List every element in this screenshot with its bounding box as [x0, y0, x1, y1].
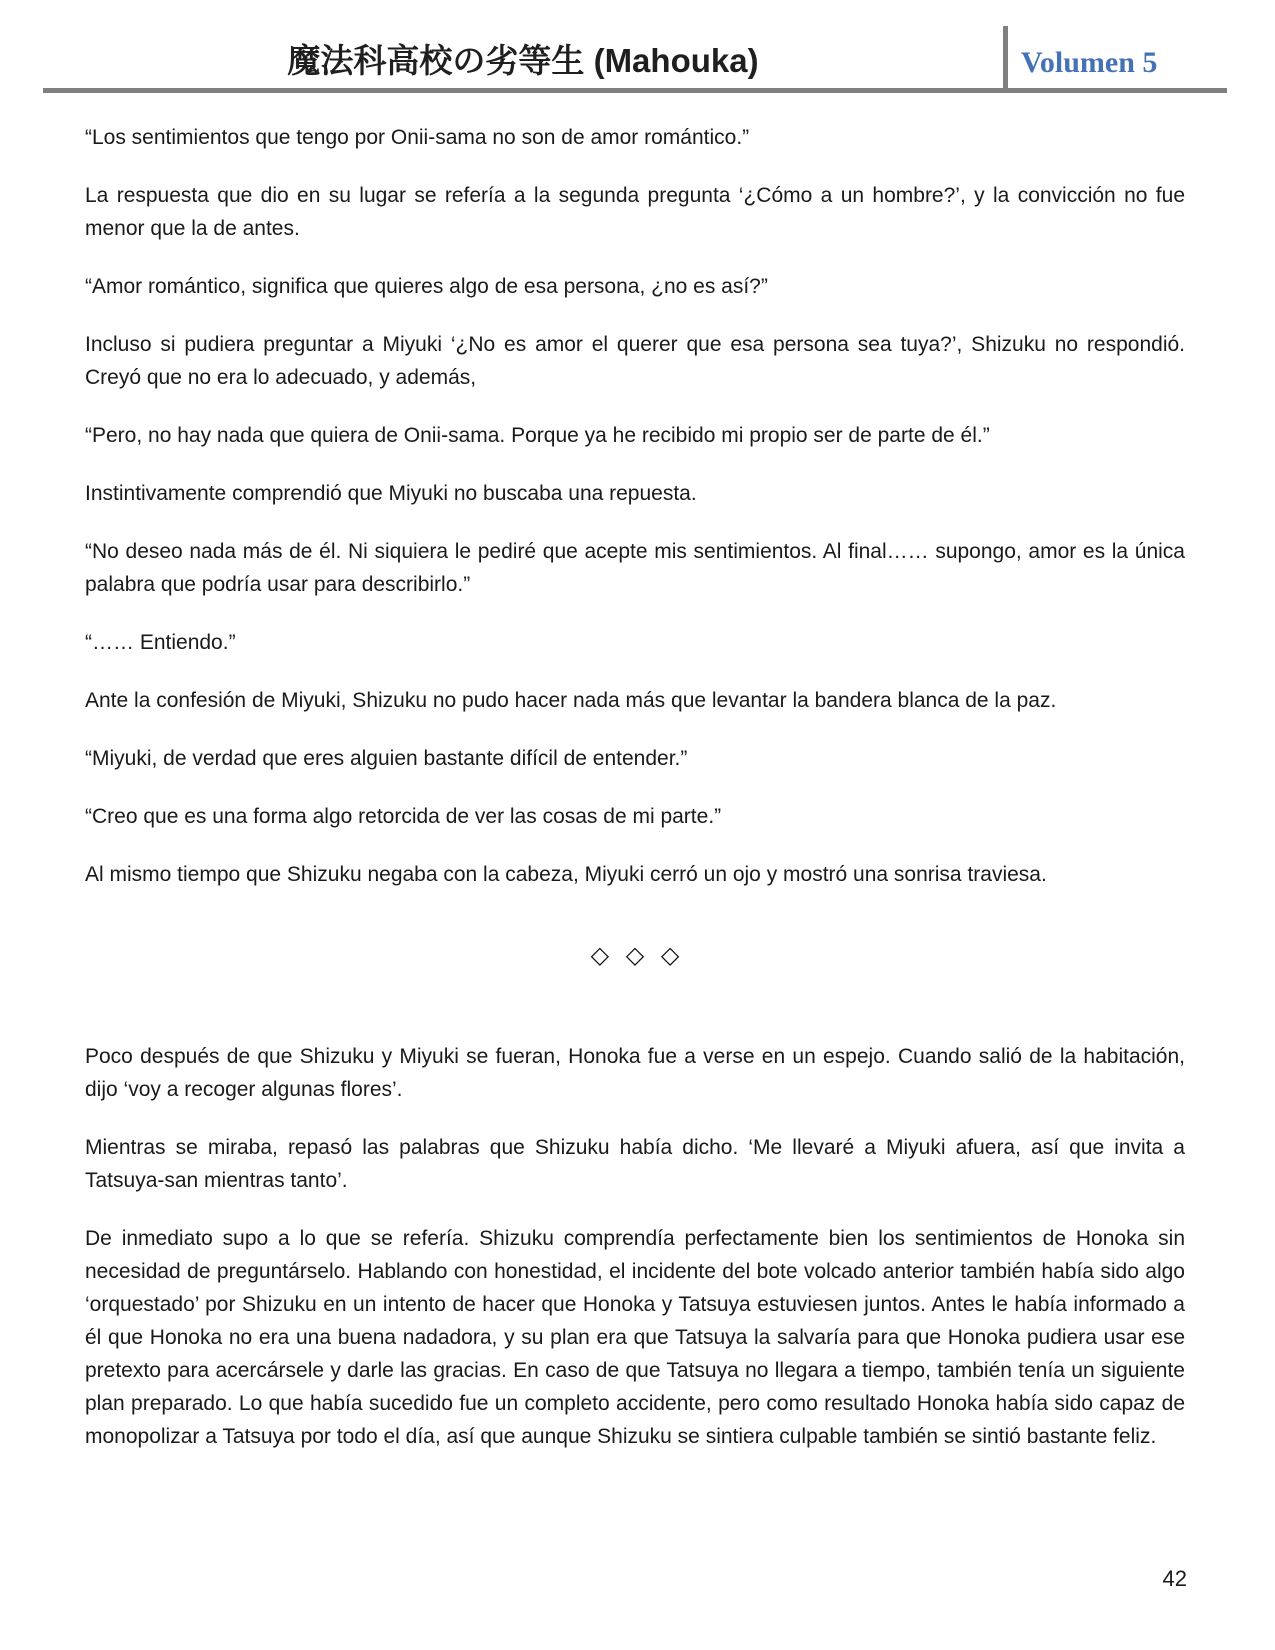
- paragraph: “…… Entiendo.”: [85, 631, 236, 654]
- paragraph: Al mismo tiempo que Shizuku negaba con la cabeza, Miyuki cerró un ojo y mostró una sonrisa traviesa.: [85, 863, 1047, 886]
- paragraph: “No deseo nada más de él. Ni siquiera le pediré que acepte mis sentimientos. Al final…… supongo, amor es la única palabra que podría usar para describirlo.”: [85, 540, 1185, 596]
- paragraph: “Creo que es una forma algo retorcida de ver las cosas de mi parte.”: [85, 805, 722, 828]
- paragraph: Mientras se miraba, repasó las palabras que Shizuku había dicho. ‘Me llevaré a Miyuki afuera, así que invita a Tatsuya-san mientras tanto’.: [85, 1136, 1185, 1192]
- paragraph: “Miyuki, de verdad que eres alguien bastante difícil de entender.”: [85, 747, 688, 770]
- paragraph: Poco después de que Shizuku y Miyuki se fueran, Honoka fue a verse en un espejo. Cuando salió de la habitación, dijo ‘voy a recoger algunas flores’.: [85, 1045, 1185, 1101]
- page-header: [43, 26, 1227, 88]
- page-number: 42: [1162, 1566, 1187, 1591]
- paragraph: “Amor romántico, significa que quieres algo de esa persona, ¿no es así?”: [85, 275, 768, 298]
- paragraph: De inmediato supo a lo que se refería. Shizuku comprendía perfectamente bien los sentimientos de Honoka sin necesidad de preguntárselo. Hablando con honestidad, el incidente del bote volcado anterior también había sido algo ‘orquestado’ por Shizuku en un intento de hacer que Honoka y Tatsuya estuviesen juntos. Antes le había informado a él que Honoka no era una buena nadadora, y su plan era que Tatsuya la salvaría para que Honoka pudiera usar ese pretexto para acercársele y darle las gracias. En caso de que Tatsuya no llegara a tiempo, también tenía un siguiente plan preparado. Lo que había sucedido fue un completo accidente, pero como resultado Honoka había sido capaz de monopolizar a Tatsuya por todo el día, así que aunque Shizuku se sintiera culpable también se sintió bastante feliz.: [85, 1227, 1185, 1448]
- paragraph: “Pero, no hay nada que quiera de Onii-sama. Porque ya he recibido mi propio ser de parte de él.”: [85, 424, 990, 447]
- paragraph: Ante la confesión de Miyuki, Shizuku no pudo hacer nada más que levantar la bandera blanca de la paz.: [85, 689, 1057, 712]
- paragraph: Instintivamente comprendió que Miyuki no buscaba una repuesta.: [85, 482, 697, 505]
- paragraph: “Los sentimientos que tengo por Onii-sama no son de amor romántico.”: [85, 126, 750, 149]
- paragraph: La respuesta que dio en su lugar se refería a la segunda pregunta ‘¿Cómo a un hombre?’, y la convicción no fue menor que la de antes.: [85, 184, 1185, 240]
- header-rule: [43, 88, 1227, 93]
- volume-label: Volumen 5: [1021, 46, 1158, 79]
- paragraph: Incluso si pudiera preguntar a Miyuki ‘¿No es amor el querer que esa persona sea tuya?’, Shizuku no respondió. Creyó que no era lo adecuado, y además,: [85, 333, 1185, 389]
- section-divider: ◇ ◇ ◇: [590, 942, 680, 969]
- document-title: 魔法科高校の劣等生 (Mahouka): [287, 42, 759, 79]
- page-body: [85, 121, 1185, 1453]
